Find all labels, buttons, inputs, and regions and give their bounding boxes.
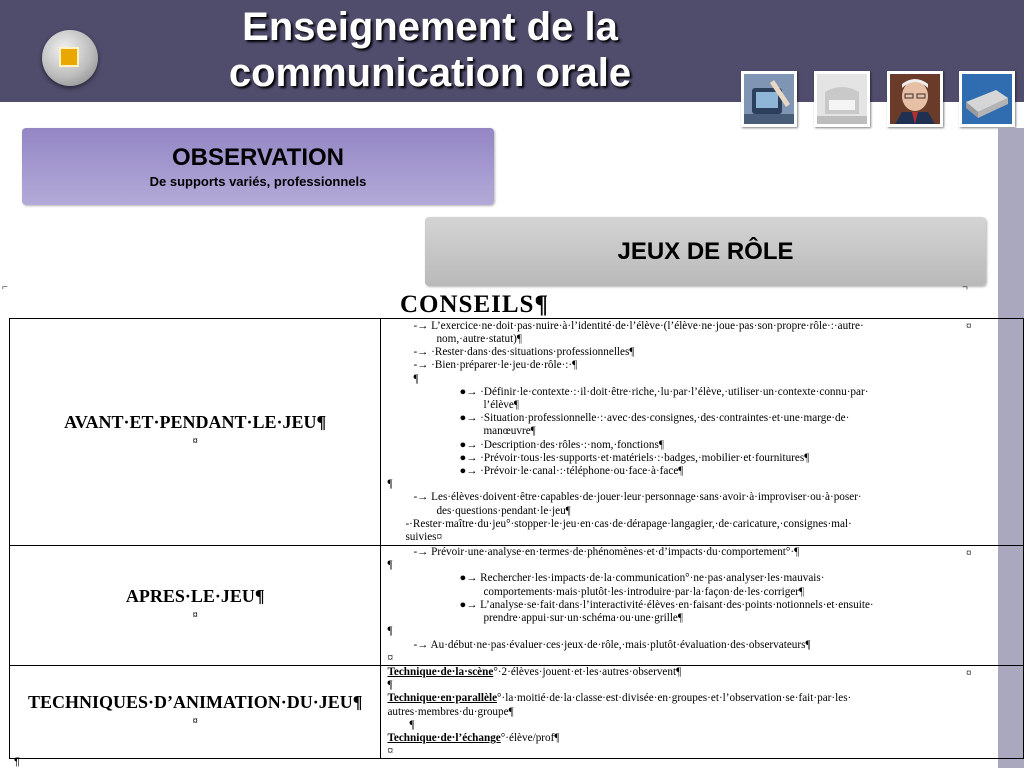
list-item: suivies¤ xyxy=(405,531,443,544)
pda-stylus-image xyxy=(744,74,794,124)
printer-image xyxy=(817,74,867,124)
list-item: ●→ ·Description·des·rôles·:·nom,·fonctions¶ xyxy=(459,438,664,451)
row-end-mark: ¤ xyxy=(966,548,972,559)
observation-subtitle: De supports variés, professionnels xyxy=(149,174,367,189)
list-item: ●→ ·Définir·le·contexte·:·il·doit·être·riche,·lu·par·l’élève,·utiliser·un·contexte·connu·par· xyxy=(459,385,869,398)
pda-stylus-photo xyxy=(741,71,797,127)
table-row xyxy=(10,546,1024,666)
technique-desc: °·élève/prof¶ xyxy=(500,732,560,745)
technique-scene xyxy=(387,666,1019,679)
technique-term: Technique·de·la·scène xyxy=(387,666,494,678)
technique-echange xyxy=(387,732,1019,745)
list-item: ●→ ·Prévoir·le·canal·:·téléphone·ou·face·à·face¶ xyxy=(459,465,684,477)
technique-desc: °·2·élèves·jouent·et·les·autres·observent¶ xyxy=(493,666,682,678)
list-item: -→ Les·élèves·doivent·être·capables·de·jouer·leur·personnage·sans·avoir·à·improviser·ou·à·poser· xyxy=(413,491,862,504)
crop-mark-right: ¬ xyxy=(962,282,968,293)
technique-term: Technique·en·parallèle xyxy=(387,692,498,705)
businessman-portrait-photo xyxy=(887,71,943,127)
row-end-mark: ¤ xyxy=(966,668,972,679)
scanner-photo xyxy=(959,71,1015,127)
technique-term: Technique·de·l’échange xyxy=(387,732,501,745)
scanner-image xyxy=(962,74,1012,124)
cell-marker: ¤ xyxy=(192,716,198,728)
list-item: nom,·autre·statut)¶ xyxy=(436,332,522,345)
header-bar xyxy=(0,0,1024,102)
paragraph-mark: ¶ xyxy=(387,478,393,491)
crop-mark-left: ⌐ xyxy=(2,282,8,293)
row-label-cell xyxy=(10,666,381,759)
list-item: -→ ·Rester·dans·des·situations·professionnelles¶ xyxy=(413,346,635,359)
jeux-de-role-box: JEUX DE RÔLE xyxy=(425,217,986,286)
technique-desc: °·la·moitié·de·la·classe·est·divisée·en·groupes·et·l’observation·se·fait·par·les· xyxy=(497,692,852,705)
row-label: TECHNIQUES·D’ANIMATION·DU·JEU¶ xyxy=(28,692,363,713)
list-item: l’élève¶ xyxy=(483,398,519,411)
title-line-2: communication orale xyxy=(228,51,632,95)
document-end-mark: ¶ xyxy=(14,756,20,768)
list-item: ●→ ·Prévoir·tous·les·supports·et·matériels·:·badges,·mobilier·et·fournitures¶ xyxy=(459,451,810,464)
list-item: -→ ·Bien·préparer·le·jeu·de·rôle·:·¶ xyxy=(413,359,578,372)
observation-title: OBSERVATION xyxy=(171,144,345,171)
technique-desc-cont: autres·membres·du·groupe¶ xyxy=(387,705,514,718)
slide-title xyxy=(170,4,690,96)
technique-parallele xyxy=(387,692,1019,705)
list-item: comportements·mais·plutôt·les·introduire·par·la·façon·de·les·corriger¶ xyxy=(483,585,805,598)
list-item: ●→ Rechercher·les·impacts·de·la·communication°·ne·pas·analyser·les·mauvais· xyxy=(459,572,825,585)
paragraph-mark: ¶ xyxy=(387,559,393,572)
cell-marker: ¤ xyxy=(192,609,198,621)
list-item: -·Rester·maître·du·jeu°·stopper·le·jeu·en·cas·de·dérapage·langagier,·de·caricature,·consignes·mal· xyxy=(405,517,852,530)
paragraph-mark: ¶ xyxy=(387,625,393,638)
paragraph-mark: ¶ xyxy=(409,718,415,731)
row-content-cell xyxy=(381,319,1024,546)
row-label-cell xyxy=(10,319,381,546)
row-end-mark: ¤ xyxy=(966,321,972,332)
paragraph-mark: ¶ xyxy=(413,372,419,385)
table-row xyxy=(10,319,1024,546)
logo-button[interactable] xyxy=(42,30,98,86)
printer-photo xyxy=(814,71,870,127)
list-item: manœuvre¶ xyxy=(483,425,536,438)
businessman-image xyxy=(890,74,940,124)
row-content-cell xyxy=(381,546,1024,666)
table-row xyxy=(10,666,1024,759)
paragraph-mark: ¶ xyxy=(387,679,393,692)
row-content-cell xyxy=(381,666,1024,759)
list-item: des·questions·pendant·le·jeu¶ xyxy=(436,504,571,517)
document-heading: CONSEILS¶ xyxy=(400,291,549,318)
cell-end-mark: ¤ xyxy=(387,745,394,758)
conseils-table xyxy=(9,318,1024,759)
list-item: -→ L’exercice·ne·doit·pas·nuire·à·l’identité·de·l’élève·(l’élève·ne·joue·pas·son·propre·rôle·:·autre· xyxy=(413,319,864,332)
list-item: -→ Au·début·ne·pas·évaluer·ces·jeux·de·rôle,·mais·plutôt·évaluation·des·observateurs¶ xyxy=(413,638,811,651)
list-item: -→ Prévoir·une·analyse·en·termes·de·phénomènes·et·d’impacts·du·comportement°·¶ xyxy=(413,546,800,559)
row-label: APRES·LE·JEU¶ xyxy=(125,585,265,606)
cell-marker: ¤ xyxy=(192,436,198,447)
list-item: ●→ ·Situation·professionnelle·:·avec·des·consignes,·des·contraintes·et·une·marge·de· xyxy=(459,412,850,425)
observation-box xyxy=(22,128,494,205)
row-label-cell xyxy=(10,546,381,666)
list-item: ●→ L’analyse·se·fait·dans·l’interactivité·élèves·en·faisant·des·points·notionnels·et·ensuite· xyxy=(459,598,874,611)
row-label: AVANT·ET·PENDANT·LE·JEU¶ xyxy=(64,412,327,432)
title-line-1: Enseignement de la xyxy=(242,5,618,49)
list-item: prendre·appui·sur·un·schéma·ou·une·grille¶ xyxy=(483,612,683,625)
cell-end-mark: ¤ xyxy=(387,651,394,664)
orange-square-icon xyxy=(59,47,79,67)
